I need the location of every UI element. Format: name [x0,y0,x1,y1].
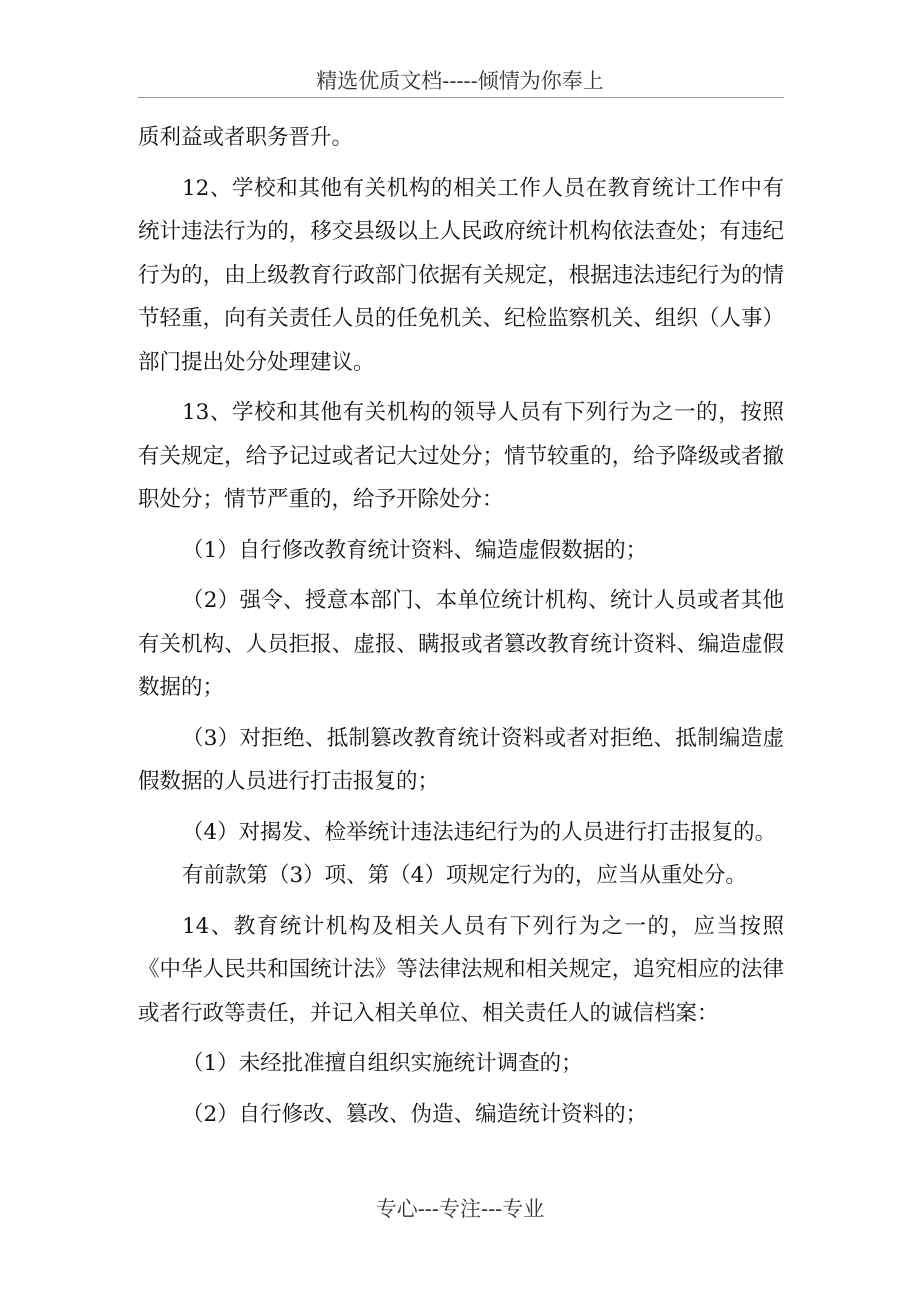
header-divider [138,97,784,98]
page-header: 精选优质文档-----倾情为你奉上 [316,69,604,93]
paragraph-continuation: 质利益或者职务晋升。 [138,125,354,150]
document-body [138,116,784,1136]
paragraph-aggravation-note: 有前款第（3）项、第（4）项规定行为的，应当从重处分。 [182,863,747,888]
paragraph-item-14-2: （2）自行修改、篡改、伪造、编造统计资料的； [182,1101,648,1127]
paragraph-item-13-4: （4）对揭发、检举统计违法违纪行为的人员进行打击报复的。 [182,819,777,845]
page-footer: 专心---专注---专业 [375,1197,545,1221]
paragraph-item-14-1: （1）未经批准擅自组织实施统计调查的； [182,1051,583,1076]
paragraph-item-13-1: （1）自行修改教育统计资料、编造虚假数据的； [182,537,648,563]
paragraph-item-13-2: （2）强令、授意本部门、本单位统计机构、统计人员或者其他有关机构、人员拒报、虚报、瞒报或者篡改教育统计资料、编造虚假数据的； [138,588,784,700]
paragraph-item-13-3: （3）对拒绝、抵制篡改教育统计资料或者对拒绝、抵制编造虚假数据的人员进行打击报复的； [138,725,784,794]
paragraph-item-12: 12、学校和其他有关机构的相关工作人员在教育统计工作中有统计违法行为的，移交县级以上人民政府统计机构依法查处；有违纪行为的，由上级教育行政部门依据有关规定，根据违法违纪行为的情节轻重，向有关责任人员的任免机关、纪检监察机关、组织（人事）部门提出处分处理建议。 [138,175,784,375]
paragraph-item-14: 14、教育统计机构及相关人员有下列行为之一的，应当按照《中华人民共和国统计法》等法律法规和相关规定，追究相应的法律或者行政等责任，并记入相关单位、相关责任人的诚信档案： [138,913,784,1026]
paragraph-item-13: 13、学校和其他有关机构的领导人员有下列行为之一的，按照有关规定，给予记过或者记大过处分；情节较重的，给予降级或者撤职处分；情节严重的，给予开除处分： [138,400,784,512]
